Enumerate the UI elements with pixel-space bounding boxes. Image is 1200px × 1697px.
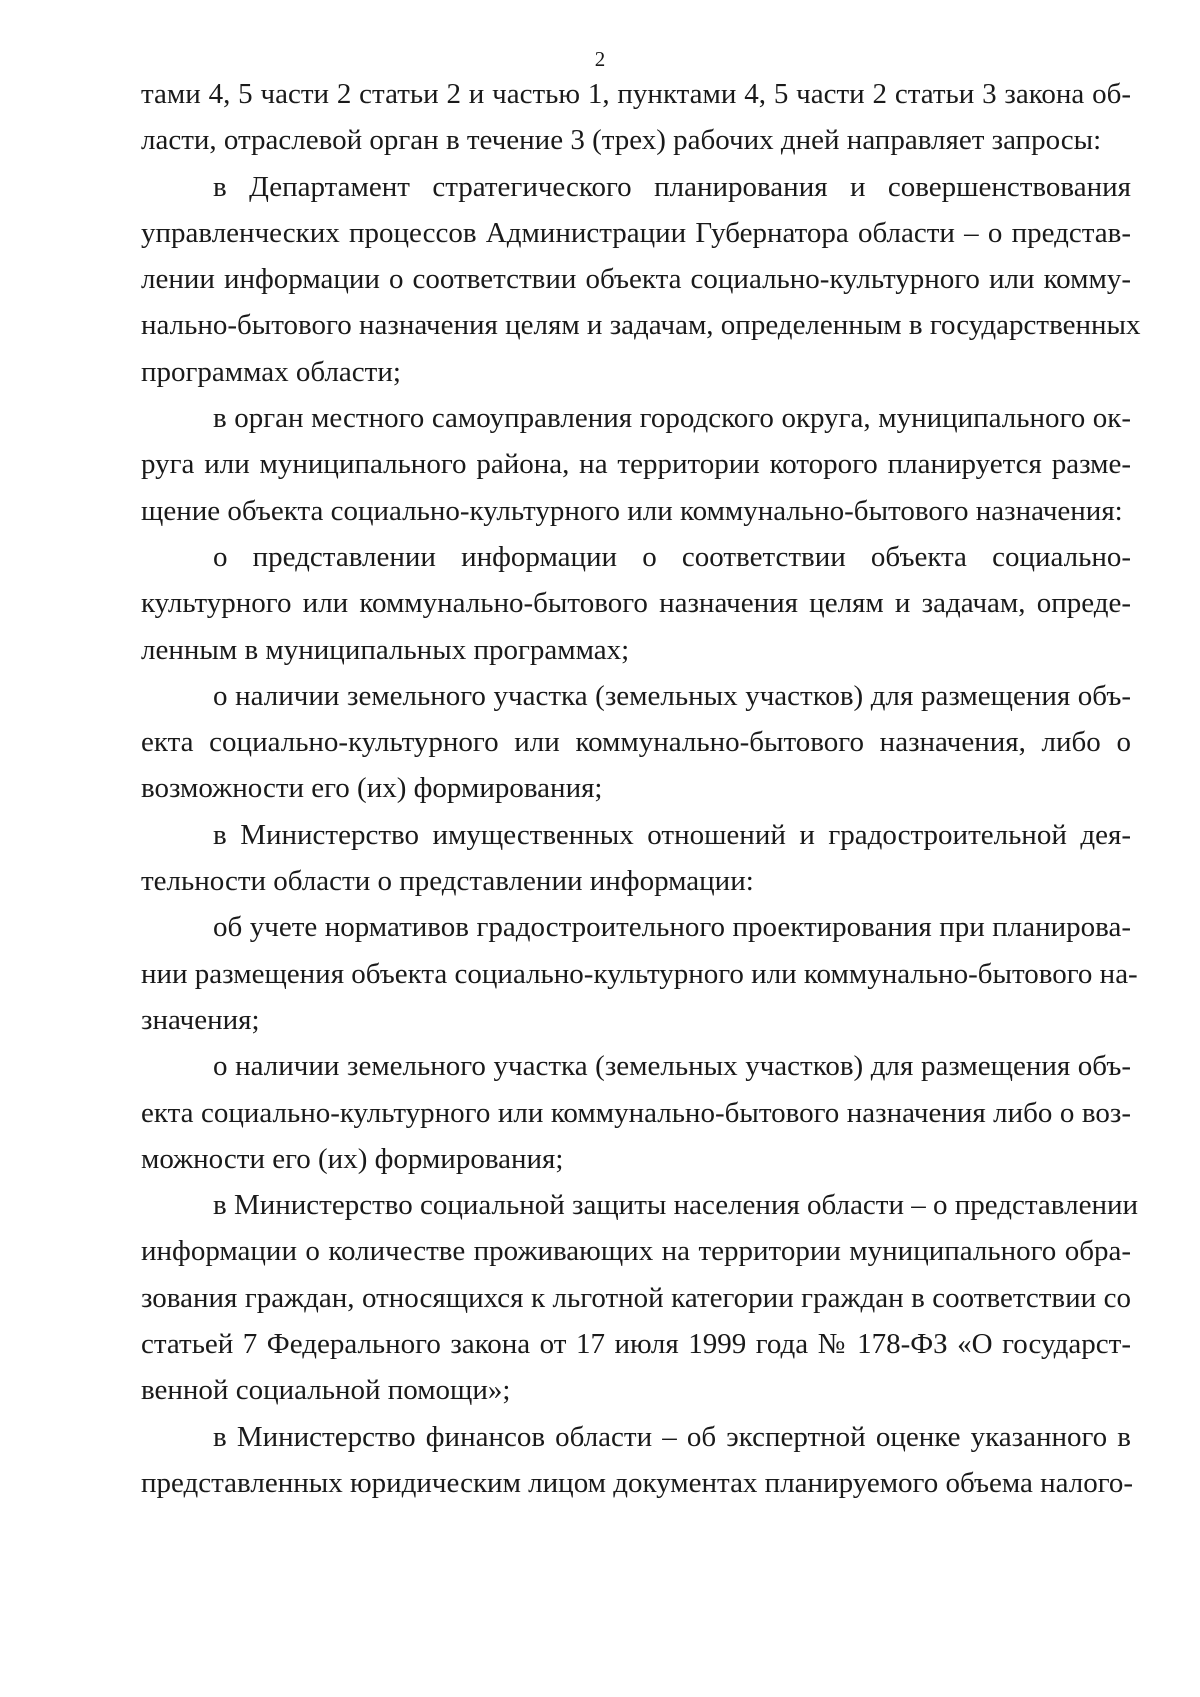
text-line: нии размещения объекта социально-культурного или коммунально-бытового на- <box>141 957 1138 990</box>
document-body <box>141 71 1141 1506</box>
text-line: екта социально-культурного или коммунально-бытового назначения, либо о <box>141 726 1131 759</box>
text-line: информации о количестве проживающих на территории муниципального обра- <box>141 1235 1131 1268</box>
text-line: тами 4, 5 части 2 статьи 2 и частью 1, пунктами 4, 5 части 2 статьи 3 закона об- <box>141 78 1131 110</box>
text-line: зования граждан, относящихся к льготной категории граждан в соответствии со <box>141 1281 1131 1314</box>
text-line: об учете нормативов градостроительного проектирования при планирова- <box>213 911 1131 944</box>
text-line: екта социально-культурного или коммунально-бытового назначения либо о воз- <box>141 1096 1131 1129</box>
text-line: в Министерство финансов области – об экспертной оценке указанного в <box>213 1420 1131 1453</box>
text-line: щение объекта социально-культурного или коммунально-бытового назначения: <box>141 494 1123 527</box>
text-line: в Министерство имущественных отношений и градостроительной дея- <box>213 818 1131 851</box>
text-line: культурного или коммунально-бытового назначения целям и задачам, опреде- <box>141 587 1131 620</box>
text-line: лении информации о соответствии объекта социально-культурного или комму- <box>141 263 1131 296</box>
text-line: руга или муниципального района, на территории которого планируется разме- <box>141 448 1131 481</box>
text-line: о представлении информации о соответствии объекта социально- <box>213 540 1131 573</box>
text-line: в Министерство социальной защиты населения области – о представлении <box>213 1189 1138 1222</box>
text-line: возможности его (их) формирования; <box>141 772 603 805</box>
text-line: можности его (их) формирования; <box>141 1142 564 1175</box>
text-line: статьей 7 Федерального закона от 17 июля 1999 года № 178-ФЗ «О государст- <box>141 1328 1131 1361</box>
text-line: программах области; <box>141 355 401 388</box>
text-line: представленных юридическим лицом документах планируемого объема налого- <box>141 1466 1134 1499</box>
text-line: венной социальной помощи»; <box>141 1374 511 1407</box>
page-number: 2 <box>594 47 606 71</box>
text-line: значения; <box>141 1003 260 1036</box>
text-line: о наличии земельного участка (земельных участков) для размещения объ- <box>213 1050 1131 1083</box>
text-line: ленным в муниципальных программах; <box>141 633 630 666</box>
text-line: тельности области о представлении информации: <box>141 865 754 898</box>
text-line: в Департамент стратегического планирования и совершенствования <box>213 170 1131 203</box>
text-line: в орган местного самоуправления городского округа, муниципального ок- <box>213 402 1131 435</box>
text-line: нально-бытового назначения целям и задачам, определенным в государственных <box>141 309 1141 342</box>
text-line: управленческих процессов Администрации Губернатора области – о представ- <box>141 216 1131 249</box>
text-line: ласти, отраслевой орган в течение 3 (трех) рабочих дней направляет запросы: <box>141 124 1102 157</box>
text-line: о наличии земельного участка (земельных участков) для размещения объ- <box>213 679 1131 712</box>
